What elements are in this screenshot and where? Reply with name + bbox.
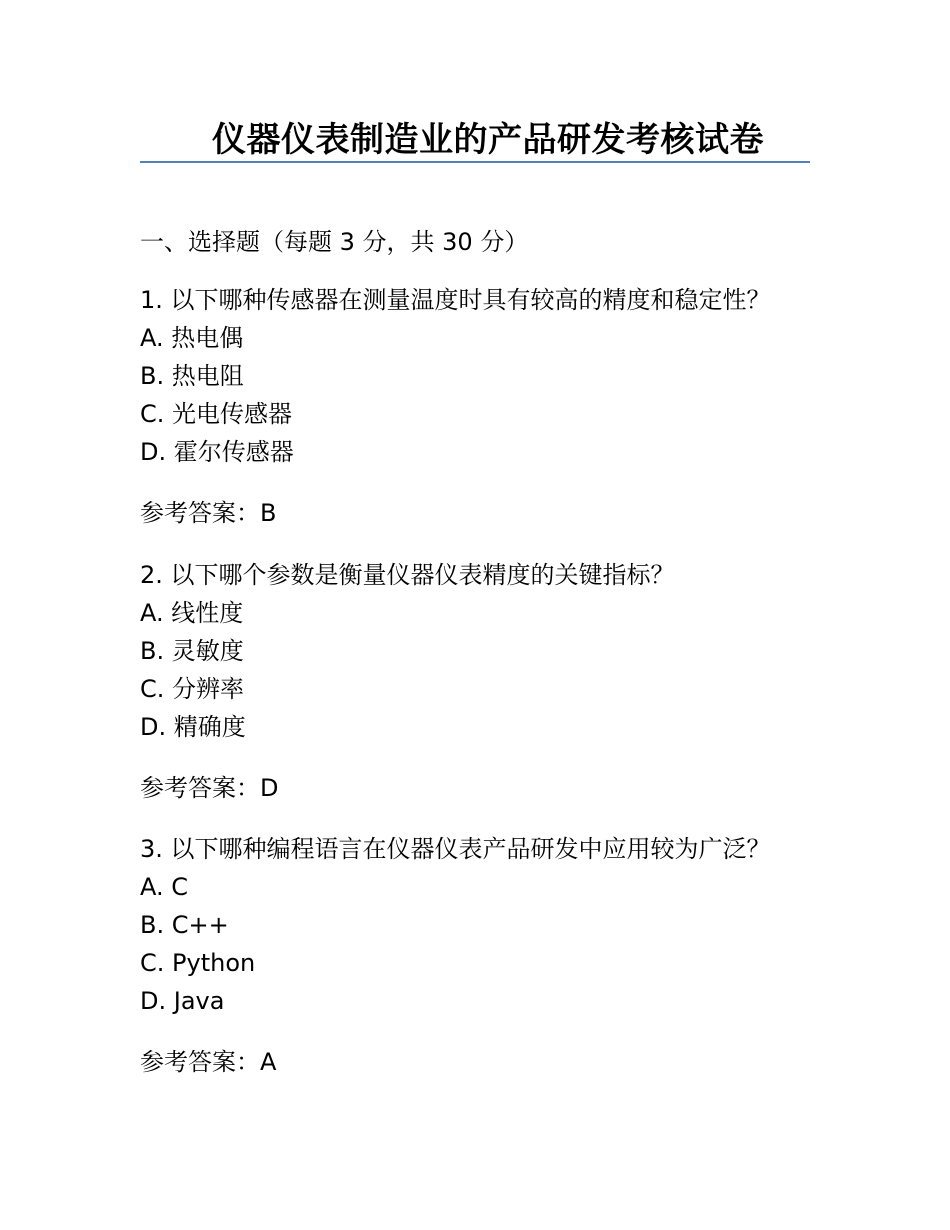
option-a: A. 热电偶 — [140, 324, 244, 352]
option-d: D. Java — [140, 987, 225, 1015]
question-text: 2. 以下哪个参数是衡量仪器仪表精度的关键指标？ — [140, 561, 675, 589]
question-text: 1. 以下哪种传感器在测量温度时具有较高的精度和稳定性？ — [140, 286, 771, 314]
document-title: 仪器仪表制造业的产品研发考核试卷 — [212, 120, 764, 160]
reference-answer: 参考答案：B — [140, 499, 277, 527]
option-a: A. 线性度 — [140, 599, 244, 627]
option-b: B. C++ — [140, 911, 229, 939]
option-b: B. 热电阻 — [140, 362, 244, 390]
option-d: D. 精确度 — [140, 713, 246, 741]
question-2 — [140, 556, 810, 807]
section-heading: 一、选择题（每题 3 分，共 30 分） — [140, 228, 529, 256]
option-d: D. 霍尔传感器 — [140, 438, 294, 466]
option-c: C. Python — [140, 949, 256, 977]
option-c: C. 分辨率 — [140, 675, 245, 703]
question-1 — [140, 281, 810, 532]
reference-answer: 参考答案：A — [140, 1048, 277, 1076]
question-3 — [140, 830, 810, 1081]
option-c: C. 光电传感器 — [140, 400, 293, 428]
option-a: A. C — [140, 873, 189, 901]
option-b: B. 灵敏度 — [140, 637, 244, 665]
reference-answer: 参考答案：D — [140, 774, 279, 802]
title-underline — [140, 161, 810, 163]
question-text: 3. 以下哪种编程语言在仪器仪表产品研发中应用较为广泛？ — [140, 835, 771, 863]
